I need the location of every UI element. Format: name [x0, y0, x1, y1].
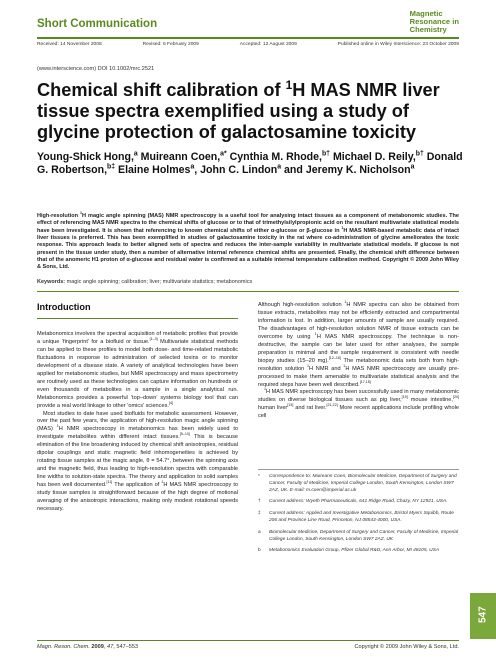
footnote-rule	[258, 469, 459, 470]
paragraph: Metabonomics involves the spectral acquisition of metabolic profiles that provide a unique ‘fingerprint’ for a biofluid or tissue.[1–3] Multivariate statistical methods can be applied to these profiles to model both dose- and time-related metabolic fluctuations in response to administration of selected toxins or to monitor development of a disease state. A variety of analytical technologies have been applied for metabonomic studies, but NMR spectroscopy and mass spectrometry are routinely used as these technologies can capture information on hundreds or even thousands of metabolites in a sample in a single analytical run. Metabonomics provides a powerful ‘top–down’ systems biology tool that can provide a real world linkage to other ‘omics’ sciences.[4]	[37, 331, 238, 409]
footer-rule	[37, 640, 459, 641]
footnote-mark: †	[258, 499, 261, 505]
journal-logo-line-3: Chemistry	[409, 25, 447, 34]
abstract: High-resolution $^1$H magic angle spinning (MAS) NMR spectroscopy is a useful tool for analysing intact tissues as a component of metabonomic studies. The effect of referencing MAS NMR spectra to the chemical shifts of glucose or to that of trimethylsilylpropionic acid on the resultant multivariate statistical models have been investigated. It is shown that referencing to known chemical shifts of either α-glucose or β-glucose in $^1$H MAS NMR-based metabolic data of intact liver tissues is preferred. This has been exemplified in studies of galactosamine toxicity in the rat where co-administration of glycine ameliorates the toxic response. This approach leads to better aligned sets of spectra and reduces the inter-sample variability in multivariate statistical models. If glucose is not present in the tissue under study, then a number of alternative internal reference chemical shifts are presented. Finally, the chemical shift difference between that of the anomeric H1 proton of α-glucose and residual water is confirmed as a suitable internal temperature calibration method. Copyright © 2009 John Wiley & Sons, Ltd.	[37, 211, 459, 271]
footnotes	[258, 474, 459, 560]
date-accepted: Accepted: 12 August 2009	[239, 42, 297, 47]
footnote-text: Current address: Wyeth Pharmaceuticals, 641 Ridge Road, Chazy, NY 12921, USA.	[269, 499, 448, 505]
title-part-1: Chemical shift calibration of	[37, 80, 286, 100]
date-revised: Revised: 6 February 2009	[142, 42, 199, 47]
footnote-text: Biomolecular Medicine, Department of Surgery and Cancer, Faculty of Medicine, Imperial College London, South Kensington, London SW7 2AZ, UK	[269, 529, 459, 542]
page-number: 547	[477, 606, 489, 624]
keywords	[37, 279, 459, 285]
footnote-mark: ‡	[258, 511, 261, 517]
footnote-mark: b	[258, 548, 261, 554]
body-column-right	[258, 302, 459, 421]
keywords-label: Keywords:	[37, 279, 66, 285]
title-superscript: 1	[285, 77, 293, 92]
title-part-2: H MAS NMR liver tissue spectra exemplified using a study of glycine protection of galactosamine toxicity	[37, 80, 440, 142]
journal-logo-line-2: Resonance in	[409, 17, 459, 26]
journal-logo	[410, 10, 459, 34]
footnote	[258, 530, 459, 544]
footnote-text: Metabonomics Evaluation Group, Pfizer Global R&D, Ann Arbor, MI 48105, USA	[269, 548, 440, 554]
footnote-mark: a	[258, 529, 261, 535]
author-list: Young-Shick Hong,$^a$ Muireann Coen,$^{a*}$ Cynthia M. Rhode,$^{b\dagger}$ Michael D. Reily,$^{b\dagger}$ Donald G. Robertson,$^{b\ddagger}$ Elaine Holmes$^a$, John C. Lindon$^a$ and Jeremy K. Nicholson$^a$	[37, 150, 463, 177]
paragraph: Although high-resolution solution $^1$H NMR spectra can also be obtained from tissue extracts, metabolites may not be efficiently extracted and compartmental information is lost. In addition, larger amounts of sample are usually required. The disadvantages of high-resolution solution NMR of tissue extracts can be overcome by using $^1$H MAS NMR spectroscopy. The technique is non-destructive, the sample can be later used for other analyses, the sample preparation is minimal and the sample requirement is consistent with needle biopsy studies (15–20 mg).[12–16] The metabonomic data sets both from high-resolution solution $^1$H NMR and $^1$H MAS NMR spectroscopy are usually pre-processed to make them amenable to multivariate statistical analysis and the required steps have been well described.[17,18]	[258, 300, 460, 388]
footnote-text: Correspondence to: Muireann Coen, Biomolecular Medicine, Department of Surgery and Cancer, Faculty of Medicine, Imperial College London, South Kensington, London SW7 2AZ, UK. E-mail: m.coen@imperial.ac.uk	[269, 474, 457, 493]
date-published: Published online in Wiley Interscience: 23 October 2009	[337, 42, 459, 47]
body-column-left	[37, 322, 238, 514]
doi-line[interactable]: (www.interscience.com) DOI 10.1002/mrc.2521	[37, 66, 155, 72]
footer-copyright: Copyright © 2009 John Wiley & Sons, Ltd.	[354, 644, 459, 650]
date-received: Received: 14 November 2008	[37, 42, 102, 47]
paragraph: Most studies to date have used biofluids for metabolic assessment. However, over the past few years, the application of high-resolution magic angle spinning (MAS) $^1$H NMR spectroscopy in metabonomics has been widely used to investigate metabolites within different intact tissues.[5–10] This is because elimination of the line broadening induced by chemical shift anisotropies, residual dipolar couplings and static magnetic field inhomogeneities is achieved by rotating tissue samples at the magic angle, θ = 54.7°, between the spinning axis and the magnetic field, thus leading to high-resolution spectra with comparable line widths to solution-state spectra. The theory and application to solid samples has been well documented.[11] The application of $^1$H MAS NMR spectroscopy to study tissue samples is straightforward because of the high degree of motional averaging of the anisotropic interactions, making only modest rotational speeds necessary.	[37, 410, 238, 512]
paragraph: $^1$H MAS NMR spectroscopy has been successfully used in many metabonomic studies on diverse biological tissues such as pig liver,[19] mouse intestine,[20] human liver[15] and rat liver.[21,22] More recent applications include profiling whole cell	[258, 387, 459, 420]
footnote	[258, 474, 459, 494]
section-heading-introduction: Introduction	[37, 302, 91, 312]
header-rule	[37, 37, 459, 39]
heading-rule	[37, 318, 238, 319]
journal-logo-line-1: Magnetic	[409, 9, 443, 18]
abstract-rule	[37, 291, 459, 292]
article-dates	[37, 42, 459, 47]
page-header	[37, 10, 459, 44]
footer-citation: Magn. Reson. Chem. 2009, 47, 547–553	[37, 644, 139, 650]
section-label: Short Communication	[37, 18, 158, 30]
keywords-text: magic angle spinning; calibration; liver; multivariate statistics; metabonomics	[65, 279, 253, 285]
footnote	[258, 511, 459, 525]
footnote-mark: *	[258, 474, 260, 479]
footnote	[258, 548, 459, 555]
footnote-text: Current address: Applied and Investigative Metabonomics, Bristol Myers Squibb, Route 206 and Province Line Road, Princeton, NJ 08543-4000, USA.	[269, 511, 454, 523]
footnote	[258, 499, 459, 506]
article-title	[37, 77, 467, 143]
